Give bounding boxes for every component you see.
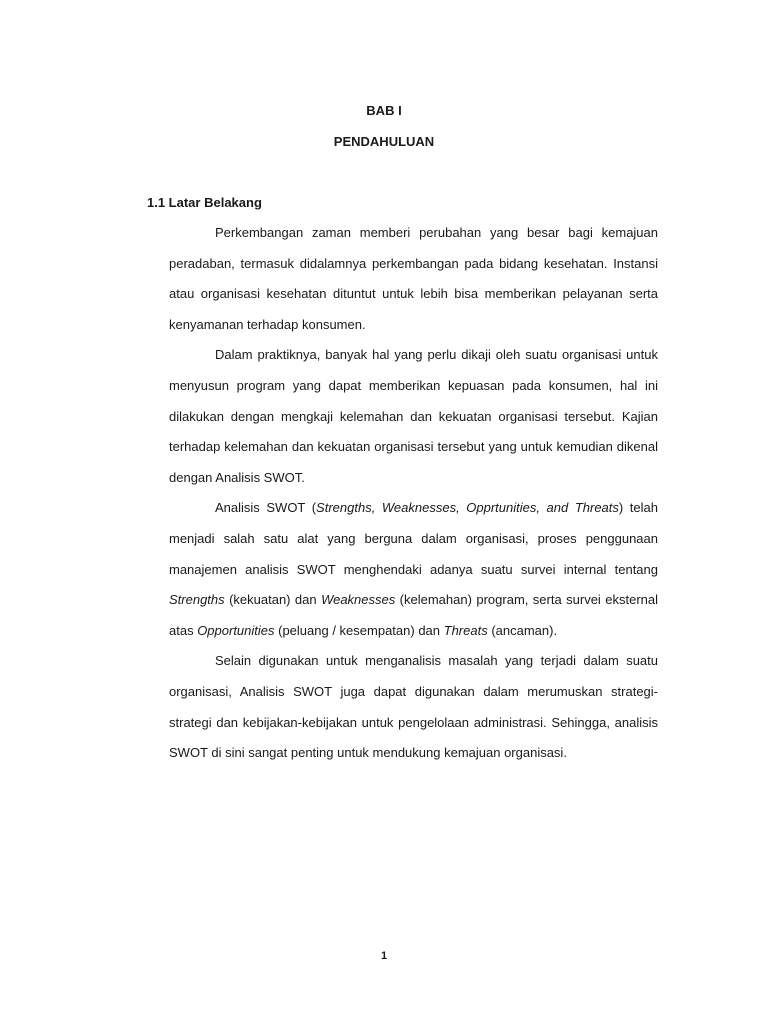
paragraph-2: Dalam praktiknya, banyak hal yang perlu dikaji oleh suatu organisasi untuk menyusun program yang dapat memberikan kepuasan pada konsumen, hal ini dilakukan dengan mengkaji kelemahan dan kekuatan organisasi tersebut. Kajian terhadap kelemahan dan kekuatan organisasi tersebut yang untuk kemudian dikenal dengan Analisis SWOT. [169,347,658,485]
page-number: 1 [380,950,388,962]
paragraph-3-text-6: (ancaman). [487,622,558,638]
chapter-number: BAB I [366,103,402,118]
paragraph-3 [169,493,658,646]
paragraph-1: Perkembangan zaman memberi perubahan yang besar bagi kemajuan peradaban, termasuk didalamnya perkembangan pada bidang kesehatan. Instansi atau organisasi kesehatan dituntut untuk lebih bisa memberikan pelayanan serta kenyamanan terhadap konsumen. [169,225,658,332]
chapter-title: PENDAHULUAN [333,134,435,149]
paragraph-3-text-2: ) telah menjadi salah satu alat yang berguna dalam organisasi, proses penggunaan manajemen analisis SWOT menghendaki adanya suatu survei internal tentang [169,500,658,577]
swot-terms-italic: Strengths, Weaknesses, Opprtunities, and Threats [316,500,619,516]
weaknesses-italic: Weaknesses [321,592,396,608]
paragraph-4: Selain digunakan untuk menganalisis masalah yang terjadi dalam suatu organisasi, Analisis SWOT juga dapat digunakan dalam merumuskan strategi-strategi dan kebijakan-kebijakan untuk pengelolaan administrasi. Sehingga, analisis SWOT di sini sangat penting untuk mendukung kemajuan organisasi. [169,653,658,761]
paragraph-3-text-1: Analisis SWOT ( [215,500,317,516]
opportunities-italic: Opportunities [197,622,275,638]
paragraph-3-text-4: (kelemahan) program, serta survei eksternal atas [169,592,658,638]
threats-italic: Threats [443,622,488,638]
section-heading: 1.1 Latar Belakang [147,195,262,210]
paragraph-3-text-3: (kekuatan) dan [224,592,322,608]
paragraph-3-text-5: (peluang / kesempatan) dan [274,622,444,638]
strengths-italic: Strengths [169,592,225,608]
body-text [169,218,658,769]
